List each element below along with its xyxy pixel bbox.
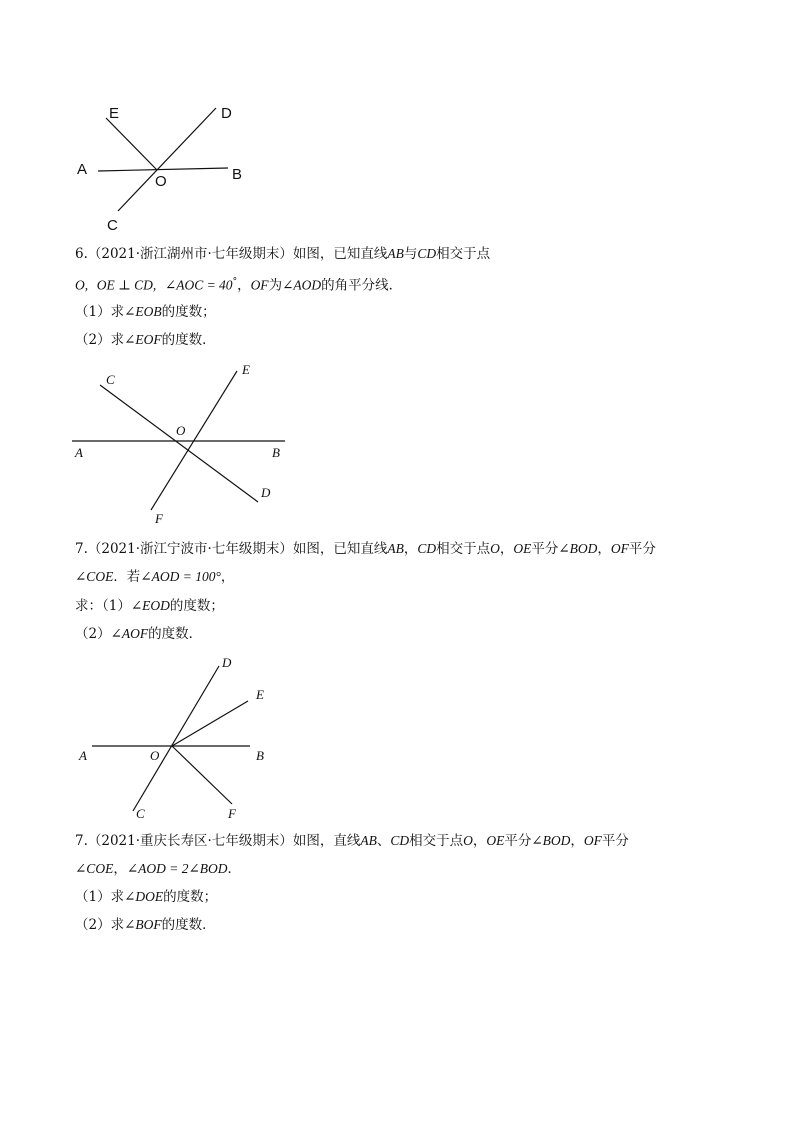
label-F: F — [155, 511, 163, 526]
line-CD — [118, 108, 216, 211]
label-D: D — [222, 655, 232, 670]
q7b-part-2: （2）求∠BOF的度数． — [75, 917, 216, 933]
ray-OE — [106, 118, 157, 170]
figure-1 — [0, 0, 794, 240]
q7a-ask-1: 求：（1）∠EOD的度数； — [75, 598, 224, 614]
q7b-part-1: （1）求∠DOE的度数； — [75, 889, 218, 905]
q7b-line-2: ∠COE，∠AOD = 2∠BOD． — [75, 861, 242, 877]
label-A: A — [77, 161, 88, 178]
figure-3 — [0, 650, 794, 825]
label-C: C — [106, 372, 115, 387]
label-E: E — [109, 105, 120, 122]
label-O: O — [176, 423, 186, 438]
label-E: E — [256, 687, 264, 702]
label-D: D — [221, 105, 232, 122]
line-CD — [100, 385, 258, 502]
q6-part-1: （1）求∠EOB的度数； — [75, 304, 216, 320]
ray-OF — [172, 746, 232, 804]
figure-2 — [0, 355, 794, 530]
label-O: O — [155, 173, 167, 190]
label-F: F — [228, 806, 236, 821]
label-B: B — [272, 445, 280, 460]
label-B: B — [256, 748, 264, 763]
q7a-ask-2: （2）∠AOF的度数． — [75, 626, 203, 642]
figure-2-diagram — [0, 355, 794, 530]
line-CD — [133, 666, 219, 811]
q6-line-2: O, OE ⊥ CD, ∠AOC = 40°，OF为∠AOD的角平分线． — [75, 277, 403, 294]
label-C: C — [136, 806, 145, 821]
label-O: O — [150, 748, 160, 763]
label-D: D — [261, 485, 271, 500]
line-AB — [98, 168, 228, 171]
label-E: E — [242, 362, 250, 377]
q7b-line-1: 7.（2021·重庆长寿区·七年级期末）如图，直线AB、CD相交于点O，OE平分∠BOD，OF平分 — [75, 833, 629, 849]
ray-OE — [172, 701, 248, 746]
figure-1-diagram — [0, 0, 794, 240]
label-A: A — [75, 445, 83, 460]
q7a-line-1: 7.（2021·浙江宁波市·七年级期末）如图，已知直线AB，CD相交于点O，OE平分∠BOD，OF平分 — [75, 541, 656, 557]
label-A: A — [79, 748, 87, 763]
q6-line-1: 6.（2021·浙江湖州市·七年级期末）如图，已知直线AB与CD相交于点 — [75, 246, 491, 262]
label-B: B — [232, 166, 243, 183]
figure-3-diagram — [0, 650, 794, 825]
q6-part-2: （2）求∠EOF的度数． — [75, 332, 216, 348]
q7a-line-2: ∠COE．若∠AOD = 100°， — [75, 569, 235, 585]
label-C: C — [107, 217, 118, 234]
